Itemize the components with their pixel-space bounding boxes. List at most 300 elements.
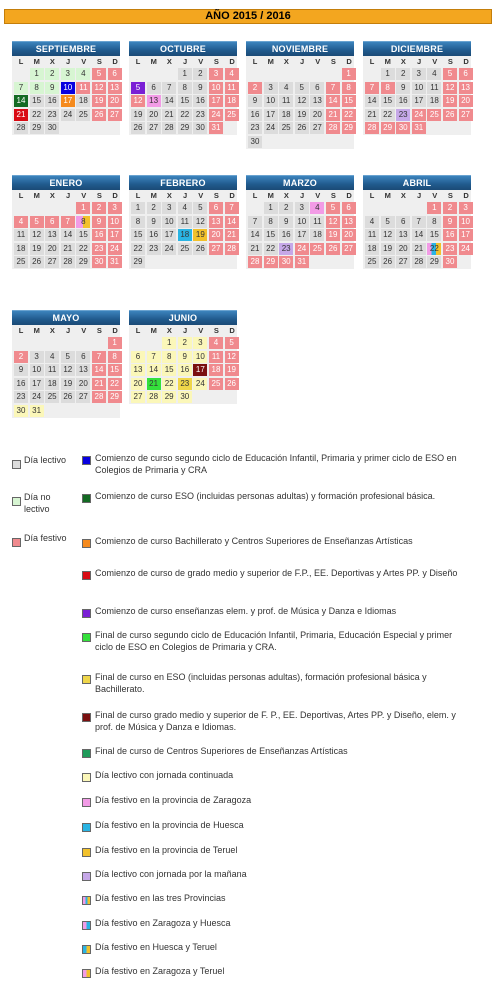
legend-event-label: Día festivo en Zaragoza y Huesca (95, 918, 231, 928)
day-cell: 22 (178, 109, 192, 121)
day-cell: 19 (225, 364, 239, 376)
empty-cell (147, 337, 161, 349)
day-grid (246, 67, 354, 149)
day-cell: 13 (459, 82, 473, 94)
day-cell: 25 (427, 109, 441, 121)
day-cell: 29 (108, 391, 122, 403)
day-cell: 18 (310, 229, 324, 241)
day-cell: 16 (45, 95, 59, 107)
day-cell: 20 (131, 378, 145, 390)
weekday-label: L (135, 57, 141, 66)
day-cell: 10 (264, 95, 278, 107)
legend-swatch (82, 848, 91, 857)
weekday-label: S (96, 326, 102, 335)
weekday-label: S (213, 191, 219, 200)
day-cell: 24 (193, 378, 207, 390)
day-cell: 16 (248, 109, 262, 121)
day-cell: 4 (14, 216, 28, 228)
day-cell: 8 (30, 82, 44, 94)
day-cell: 23 (443, 243, 457, 255)
day-cell: 9 (443, 216, 457, 228)
day-cell: 1 (131, 202, 145, 214)
day-cell: 6 (459, 68, 473, 80)
day-cell: 8 (76, 216, 90, 228)
day-cell: 28 (61, 256, 75, 268)
day-cell: 12 (295, 95, 309, 107)
weekday-label: M (384, 191, 391, 200)
day-cell: 13 (396, 229, 410, 241)
day-cell: 24 (30, 391, 44, 403)
weekday-label: D (112, 57, 118, 66)
legend-event-label: Final de curso segundo ciclo de Educación Infantil, Primaria, Educación Especial y primer ciclo de ESO en Colegios de Primaria y CRA. (95, 630, 453, 652)
legend-swatch (82, 571, 91, 580)
empty-cell (248, 68, 262, 80)
day-cell: 24 (412, 109, 426, 121)
day-cell: 18 (76, 95, 90, 107)
day-cell: 18 (178, 229, 192, 241)
day-cell: 12 (443, 82, 457, 94)
weekday-label: X (400, 191, 406, 200)
day-cell: 28 (412, 256, 426, 268)
legend-swatch (82, 713, 91, 722)
empty-cell (295, 68, 309, 80)
weekday-label: M (150, 57, 157, 66)
day-cell: 29 (264, 256, 278, 268)
day-cell: 30 (193, 122, 207, 134)
day-cell: 25 (45, 391, 59, 403)
legend-swatch (12, 538, 21, 547)
legend-event-label: Día festivo en la provincia de Huesca (95, 820, 244, 830)
day-cell: 6 (147, 82, 161, 94)
day-cell: 4 (76, 68, 90, 80)
day-cell: 2 (443, 202, 457, 214)
day-cell: 27 (209, 243, 223, 255)
empty-cell (310, 68, 324, 80)
day-cell: 24 (162, 243, 176, 255)
day-cell: 9 (147, 216, 161, 228)
legend-event-label: Final de curso de Centros Superiores de Enseñanzas Artísticas (95, 746, 348, 756)
day-cell: 6 (310, 82, 324, 94)
month-header: ABRIL (363, 175, 471, 190)
legend-swatch (82, 675, 91, 684)
day-cell: 15 (381, 95, 395, 107)
month-header: ENERO (12, 175, 120, 190)
day-cell: 9 (279, 216, 293, 228)
month-febrero (129, 175, 237, 269)
weekday-label: X (283, 57, 289, 66)
day-cell: 11 (310, 216, 324, 228)
day-cell: 17 (412, 95, 426, 107)
weekday-label: X (400, 57, 406, 66)
weekday-label: S (213, 57, 219, 66)
weekday-label: V (81, 57, 87, 66)
day-cell: 5 (225, 337, 239, 349)
empty-cell (30, 337, 44, 349)
weekday-label: D (112, 326, 118, 335)
weekday-label: L (18, 191, 24, 200)
day-cell: 15 (342, 95, 356, 107)
day-cell: 26 (225, 378, 239, 390)
weekday-label: M (33, 326, 40, 335)
day-cell: 1 (30, 68, 44, 80)
day-cell: 2 (248, 82, 262, 94)
day-cell: 18 (279, 109, 293, 121)
weekday-label: X (166, 326, 172, 335)
day-cell: 14 (14, 95, 28, 107)
day-cell: 23 (45, 109, 59, 121)
day-cell: 8 (342, 82, 356, 94)
day-cell: 6 (76, 351, 90, 363)
day-cell: 12 (92, 82, 106, 94)
legend-type-label: Día no lectivo (24, 492, 51, 514)
day-cell: 29 (381, 122, 395, 134)
day-cell: 26 (295, 122, 309, 134)
empty-cell (381, 202, 395, 214)
day-cell: 1 (76, 202, 90, 214)
legend-swatch (82, 872, 91, 881)
day-cell: 5 (295, 82, 309, 94)
weekday-label: D (463, 191, 469, 200)
empty-cell (248, 202, 262, 214)
day-cell: 31 (412, 122, 426, 134)
empty-cell (61, 202, 75, 214)
legend-swatch (82, 749, 91, 758)
day-cell: 4 (427, 68, 441, 80)
day-cell: 15 (30, 95, 44, 107)
weekday-label: X (49, 191, 55, 200)
day-cell: 19 (295, 109, 309, 121)
day-cell: 5 (92, 68, 106, 80)
day-cell: 17 (162, 229, 176, 241)
day-cell: 3 (295, 202, 309, 214)
day-cell: 7 (147, 351, 161, 363)
weekday-header (363, 56, 471, 67)
day-cell: 7 (412, 216, 426, 228)
day-cell: 28 (147, 391, 161, 403)
day-cell: 5 (131, 82, 145, 94)
empty-cell (131, 337, 145, 349)
day-cell: 12 (131, 95, 145, 107)
day-cell: 3 (412, 68, 426, 80)
day-cell: 17 (209, 95, 223, 107)
legend-event-label: Final de curso en ESO (incluidas personas adultas), formación profesional básica y Bachillerato. (95, 672, 427, 694)
weekday-label: M (150, 326, 157, 335)
weekday-label: S (330, 57, 336, 66)
day-cell: 17 (108, 229, 122, 241)
day-cell: 22 (162, 378, 176, 390)
legend-swatch (12, 497, 21, 506)
day-cell: 27 (45, 256, 59, 268)
legend-event-label: Día festivo en la provincia de Teruel (95, 845, 238, 855)
weekday-label: J (182, 57, 188, 66)
day-cell: 22 (131, 243, 145, 255)
weekday-header (246, 56, 354, 67)
day-cell: 10 (30, 364, 44, 376)
month-mayo (12, 310, 120, 418)
day-cell: 13 (131, 364, 145, 376)
day-cell: 10 (459, 216, 473, 228)
empty-cell (45, 337, 59, 349)
day-cell: 1 (178, 68, 192, 80)
day-cell: 5 (30, 216, 44, 228)
weekday-label: J (65, 326, 71, 335)
day-cell: 20 (76, 378, 90, 390)
day-cell: 3 (193, 337, 207, 349)
weekday-label: V (315, 191, 321, 200)
day-cell: 10 (162, 216, 176, 228)
day-cell: 22 (108, 378, 122, 390)
weekday-label: J (65, 57, 71, 66)
day-cell: 2 (178, 337, 192, 349)
weekday-label: M (33, 191, 40, 200)
day-cell: 19 (443, 95, 457, 107)
weekday-label: M (33, 57, 40, 66)
day-cell: 20 (342, 229, 356, 241)
empty-cell (92, 337, 106, 349)
day-cell: 1 (381, 68, 395, 80)
weekday-label: S (447, 57, 453, 66)
day-cell: 14 (326, 95, 340, 107)
day-cell: 20 (310, 109, 324, 121)
day-cell: 13 (76, 364, 90, 376)
day-cell: 23 (248, 122, 262, 134)
weekday-label: L (369, 57, 375, 66)
empty-cell (365, 68, 379, 80)
day-grid (12, 67, 120, 135)
weekday-label: M (384, 57, 391, 66)
day-cell: 3 (459, 202, 473, 214)
weekday-label: J (416, 57, 422, 66)
day-cell: 9 (248, 95, 262, 107)
day-cell: 17 (193, 364, 207, 376)
day-cell: 3 (30, 351, 44, 363)
day-cell: 28 (14, 122, 28, 134)
day-cell: 4 (310, 202, 324, 214)
day-cell: 19 (131, 109, 145, 121)
empty-cell (279, 68, 293, 80)
weekday-label: L (252, 191, 258, 200)
day-cell: 9 (14, 364, 28, 376)
weekday-label: J (65, 191, 71, 200)
day-cell: 29 (30, 122, 44, 134)
day-cell: 16 (443, 229, 457, 241)
day-cell: 2 (45, 68, 59, 80)
day-cell: 12 (30, 229, 44, 241)
day-cell: 23 (14, 391, 28, 403)
weekday-label: X (166, 191, 172, 200)
day-cell: 21 (412, 243, 426, 255)
legend-swatch (82, 823, 91, 832)
day-cell: 16 (279, 229, 293, 241)
day-cell: 16 (14, 378, 28, 390)
day-cell: 2 (92, 202, 106, 214)
legend-event-label: Día festivo en las tres Provincias (95, 893, 226, 903)
legend-event-label: Día lectivo con jornada por la mañana (95, 869, 247, 879)
weekday-header (363, 190, 471, 201)
empty-cell (396, 202, 410, 214)
day-cell: 15 (264, 229, 278, 241)
legend-swatch (82, 494, 91, 503)
day-cell: 6 (342, 202, 356, 214)
day-cell: 14 (147, 364, 161, 376)
day-cell: 28 (248, 256, 262, 268)
day-cell: 2 (147, 202, 161, 214)
day-grid (129, 67, 237, 135)
weekday-label: S (96, 57, 102, 66)
day-cell: 6 (45, 216, 59, 228)
weekday-label: V (315, 57, 321, 66)
day-cell: 21 (248, 243, 262, 255)
day-cell: 3 (61, 68, 75, 80)
empty-cell (14, 68, 28, 80)
weekday-label: X (283, 191, 289, 200)
day-cell: 23 (178, 378, 192, 390)
day-cell: 3 (108, 202, 122, 214)
empty-cell (264, 68, 278, 80)
weekday-label: X (49, 326, 55, 335)
weekday-header (12, 325, 120, 336)
day-cell: 10 (412, 82, 426, 94)
weekday-label: D (346, 57, 352, 66)
day-cell: 17 (264, 109, 278, 121)
empty-cell (131, 68, 145, 80)
month-diciembre (363, 41, 471, 135)
weekday-label: X (166, 57, 172, 66)
day-cell: 17 (459, 229, 473, 241)
weekday-label: X (49, 57, 55, 66)
day-cell: 27 (396, 256, 410, 268)
month-header: JUNIO (129, 310, 237, 325)
day-cell: 20 (209, 229, 223, 241)
month-header: MARZO (246, 175, 354, 190)
weekday-label: S (447, 191, 453, 200)
weekday-label: L (18, 57, 24, 66)
day-cell: 20 (459, 95, 473, 107)
day-cell: 28 (326, 122, 340, 134)
weekday-header (129, 190, 237, 201)
empty-cell (162, 68, 176, 80)
month-header: NOVIEMBRE (246, 41, 354, 56)
weekday-label: D (229, 191, 235, 200)
day-cell: 27 (108, 109, 122, 121)
day-cell: 20 (147, 109, 161, 121)
month-header: FEBRERO (129, 175, 237, 190)
weekday-label: D (463, 57, 469, 66)
day-cell: 22 (381, 109, 395, 121)
day-cell: 28 (365, 122, 379, 134)
day-cell: 4 (279, 82, 293, 94)
day-cell: 2 (193, 68, 207, 80)
day-cell: 23 (147, 243, 161, 255)
day-cell: 9 (45, 82, 59, 94)
day-cell: 8 (178, 82, 192, 94)
legend-swatch (12, 460, 21, 469)
weekday-header (12, 56, 120, 67)
day-cell: 8 (162, 351, 176, 363)
day-cell: 21 (14, 109, 28, 121)
weekday-label: J (182, 326, 188, 335)
day-cell: 26 (131, 122, 145, 134)
day-cell: 29 (76, 256, 90, 268)
day-cell: 24 (61, 109, 75, 121)
day-cell: 18 (209, 364, 223, 376)
day-cell: 26 (61, 391, 75, 403)
legend-swatch (82, 969, 91, 978)
day-cell: 29 (162, 391, 176, 403)
empty-cell (412, 202, 426, 214)
empty-cell (30, 202, 44, 214)
day-cell: 30 (178, 391, 192, 403)
day-cell: 15 (162, 364, 176, 376)
day-grid (12, 201, 120, 269)
day-cell: 5 (193, 202, 207, 214)
day-cell: 11 (45, 364, 59, 376)
day-cell: 14 (248, 229, 262, 241)
day-cell: 22 (264, 243, 278, 255)
day-cell: 6 (209, 202, 223, 214)
day-cell: 28 (92, 391, 106, 403)
day-cell: 9 (178, 351, 192, 363)
day-cell: 12 (326, 216, 340, 228)
day-cell: 7 (92, 351, 106, 363)
day-cell: 27 (76, 391, 90, 403)
day-cell: 22 (342, 109, 356, 121)
weekday-label: S (96, 191, 102, 200)
legend-swatch (82, 896, 91, 905)
day-cell: 23 (396, 109, 410, 121)
day-cell: 9 (92, 216, 106, 228)
month-marzo (246, 175, 354, 269)
day-cell: 18 (14, 243, 28, 255)
legend-event-label: Final de curso grado medio y superior de F. P., EE. Deportivas, Artes PP. y Diseño, elem. y prof. de Música y Danza e Idiomas. (95, 710, 456, 732)
day-cell: 29 (427, 256, 441, 268)
legend-event-label: Día lectivo con jornada continuada (95, 770, 234, 780)
day-cell: 12 (193, 216, 207, 228)
day-cell: 19 (381, 243, 395, 255)
day-cell: 26 (193, 243, 207, 255)
day-cell: 8 (381, 82, 395, 94)
day-cell: 20 (396, 243, 410, 255)
day-cell: 5 (443, 68, 457, 80)
day-cell: 19 (30, 243, 44, 255)
day-cell: 11 (178, 216, 192, 228)
day-cell: 22 (30, 109, 44, 121)
day-cell: 7 (225, 202, 239, 214)
day-cell: 13 (310, 95, 324, 107)
day-cell: 26 (381, 256, 395, 268)
day-cell: 6 (131, 351, 145, 363)
day-cell: 27 (342, 243, 356, 255)
empty-cell (14, 337, 28, 349)
day-cell: 23 (193, 109, 207, 121)
day-cell: 12 (225, 351, 239, 363)
day-cell: 13 (147, 95, 161, 107)
day-cell: 30 (279, 256, 293, 268)
day-cell: 13 (209, 216, 223, 228)
legend-event-label: Día festivo en Huesca y Teruel (95, 942, 217, 952)
legend-event-label: Comienzo de curso de grado medio y superior de F.P., EE. Deportivas y Artes PP. y Diseño (95, 568, 458, 578)
day-cell: 4 (178, 202, 192, 214)
day-cell: 29 (342, 122, 356, 134)
day-cell: 7 (248, 216, 262, 228)
day-cell: 10 (193, 351, 207, 363)
weekday-label: J (299, 191, 305, 200)
day-cell: 5 (326, 202, 340, 214)
weekday-label: V (198, 57, 204, 66)
month-enero (12, 175, 120, 269)
day-cell: 25 (310, 243, 324, 255)
weekday-label: L (369, 191, 375, 200)
